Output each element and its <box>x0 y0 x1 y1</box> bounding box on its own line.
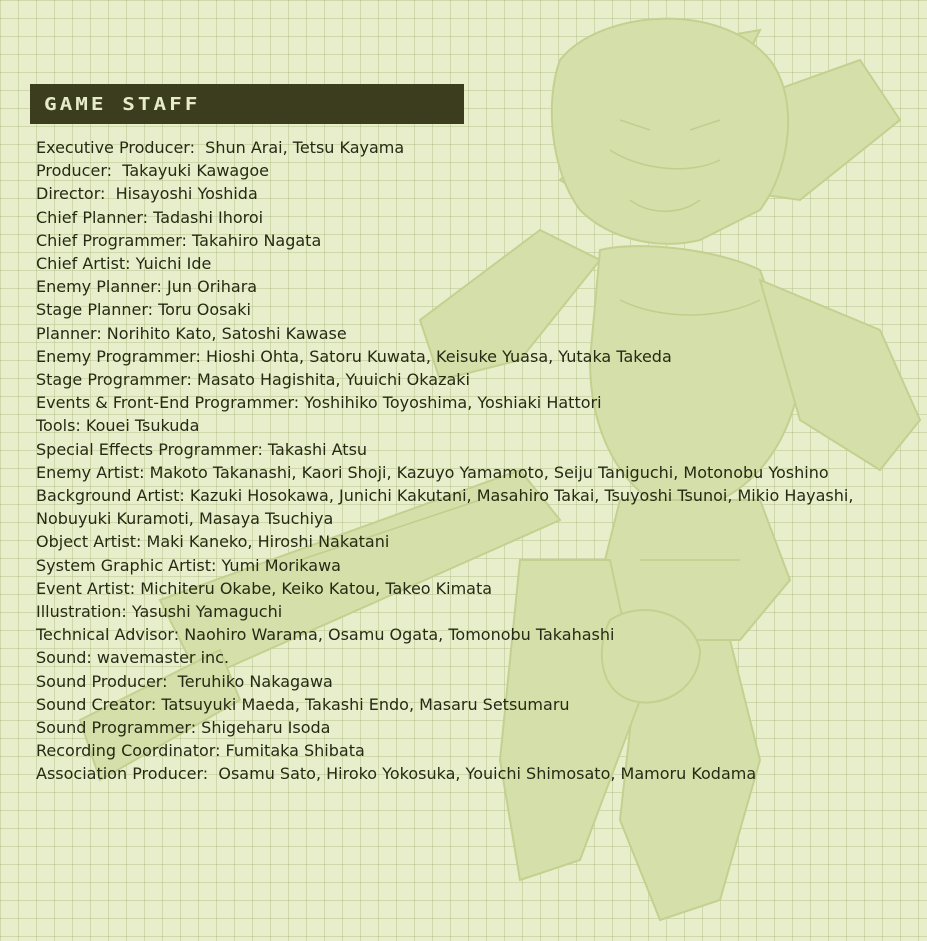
credit-role: System Graphic Artist: <box>36 555 217 575</box>
credit-role: Special Effects Programmer: <box>36 439 263 459</box>
credit-line <box>36 762 906 785</box>
credit-names: Yasushi Yamaguchi <box>126 602 283 622</box>
credit-line <box>36 461 896 484</box>
credit-names: Takahiro Nagata <box>186 230 322 250</box>
credit-names: Hioshi Ohta, Satoru Kuwata, Keisuke Yuasa, Yutaka Takeda <box>200 346 672 366</box>
credit-line <box>36 646 906 669</box>
credit-line <box>36 275 906 298</box>
credit-line <box>36 159 906 182</box>
credit-role: Tools: <box>36 416 81 436</box>
credit-role: Stage Programmer: <box>36 370 192 390</box>
staff-credits-list <box>36 136 906 786</box>
credit-role: Enemy Planner: <box>36 277 162 297</box>
credit-line <box>36 252 906 275</box>
credit-role: Object Artist: <box>36 532 142 552</box>
credit-names: Jun Orihara <box>161 277 258 297</box>
credit-role: Executive Producer: <box>36 138 195 157</box>
credit-line <box>36 414 906 437</box>
credit-line <box>36 229 906 252</box>
credit-names: Toru Oosaki <box>153 300 251 320</box>
credit-role: Events & Front-End Programmer: <box>36 393 300 413</box>
credit-role: Sound: <box>36 648 92 668</box>
credit-names: Yuichi Ide <box>130 254 212 274</box>
credit-role: Sound Programmer: <box>36 718 197 738</box>
credit-role: Planner: <box>36 323 102 343</box>
credit-names: Takayuki Kawagoe <box>112 161 270 181</box>
credit-line <box>36 716 906 739</box>
credit-line <box>36 368 906 391</box>
credit-names: Naohiro Warama, Osamu Ogata, Tomonobu Takahashi <box>179 625 615 645</box>
credit-line <box>36 670 906 693</box>
credit-names: Takashi Atsu <box>262 439 368 459</box>
credit-role: Chief Planner: <box>36 207 149 227</box>
credit-names: Michiteru Okabe, Keiko Katou, Takeo Kimata <box>135 578 493 598</box>
credit-names: Kazuki Hosokawa, Junichi Kakutani, Masahiro Takai, Tsuyoshi Tsunoi, Mikio Hayashi, Nobuyuki Kuramoti, Masaya Tsuchiya <box>36 486 854 529</box>
credit-role: Enemy Artist: <box>36 462 145 482</box>
credit-line <box>36 484 896 530</box>
credit-names: Makoto Takanashi, Kaori Shoji, Kazuyo Yamamoto, Seiju Taniguchi, Motonobu Yoshino <box>144 462 829 482</box>
credit-line <box>36 206 906 229</box>
credit-names: Fumitaka Shibata <box>220 741 365 761</box>
credit-role: Enemy Programmer: <box>36 346 201 366</box>
credit-line <box>36 136 906 159</box>
credit-line <box>36 693 906 716</box>
credit-line <box>36 554 906 577</box>
credit-role: Recording Coordinator: <box>36 741 221 761</box>
section-header <box>30 84 464 124</box>
credit-names: Osamu Sato, Hiroko Yokosuka, Youichi Shimosato, Mamoru Kodama <box>208 764 757 784</box>
credit-names: Tatsuyuki Maeda, Takashi Endo, Masaru Setsumaru <box>156 694 570 714</box>
credit-names: Kouei Tsukuda <box>80 416 200 436</box>
credit-line <box>36 438 906 461</box>
credit-names: Tadashi Ihoroi <box>148 207 264 227</box>
credit-names: Yoshihiko Toyoshima, Yoshiaki Hattori <box>299 393 602 413</box>
credit-line <box>36 623 906 646</box>
credit-names: Shigeharu Isoda <box>196 718 331 738</box>
credit-role: Technical Advisor: <box>36 625 180 645</box>
credit-names: Teruhiko Nakagawa <box>167 671 333 691</box>
credit-role: Stage Planner: <box>36 300 154 320</box>
credit-line <box>36 577 906 600</box>
credit-role: Director: <box>36 184 106 204</box>
credit-names: Norihito Kato, Satoshi Kawase <box>101 323 347 343</box>
credit-role: Event Artist: <box>36 578 136 598</box>
credit-names: Hisayoshi Yoshida <box>105 184 258 204</box>
credit-names: Shun Arai, Tetsu Kayama <box>195 138 405 157</box>
credit-line <box>36 182 906 205</box>
credit-names: Yumi Morikawa <box>216 555 341 575</box>
section-title: GAME STAFF <box>44 93 201 115</box>
credit-role: Producer: <box>36 161 113 181</box>
credit-role: Sound Creator: <box>36 694 157 714</box>
credit-role: Association Producer: <box>36 764 209 784</box>
credit-names: Maki Kaneko, Hiroshi Nakatani <box>141 532 390 552</box>
credit-role: Background Artist: <box>36 486 185 506</box>
credit-line <box>36 298 906 321</box>
credit-line <box>36 739 906 762</box>
credit-line <box>36 600 906 623</box>
credit-role: Chief Artist: <box>36 254 131 274</box>
credit-role: Sound Producer: <box>36 671 168 691</box>
credit-names: wavemaster inc. <box>91 648 230 668</box>
credit-role: Chief Programmer: <box>36 230 187 250</box>
credit-line <box>36 322 906 345</box>
credit-role: Illustration: <box>36 602 127 622</box>
credit-line <box>36 530 906 553</box>
credit-line <box>36 391 906 414</box>
credit-line <box>36 345 906 368</box>
credit-names: Masato Hagishita, Yuuichi Okazaki <box>191 370 470 390</box>
